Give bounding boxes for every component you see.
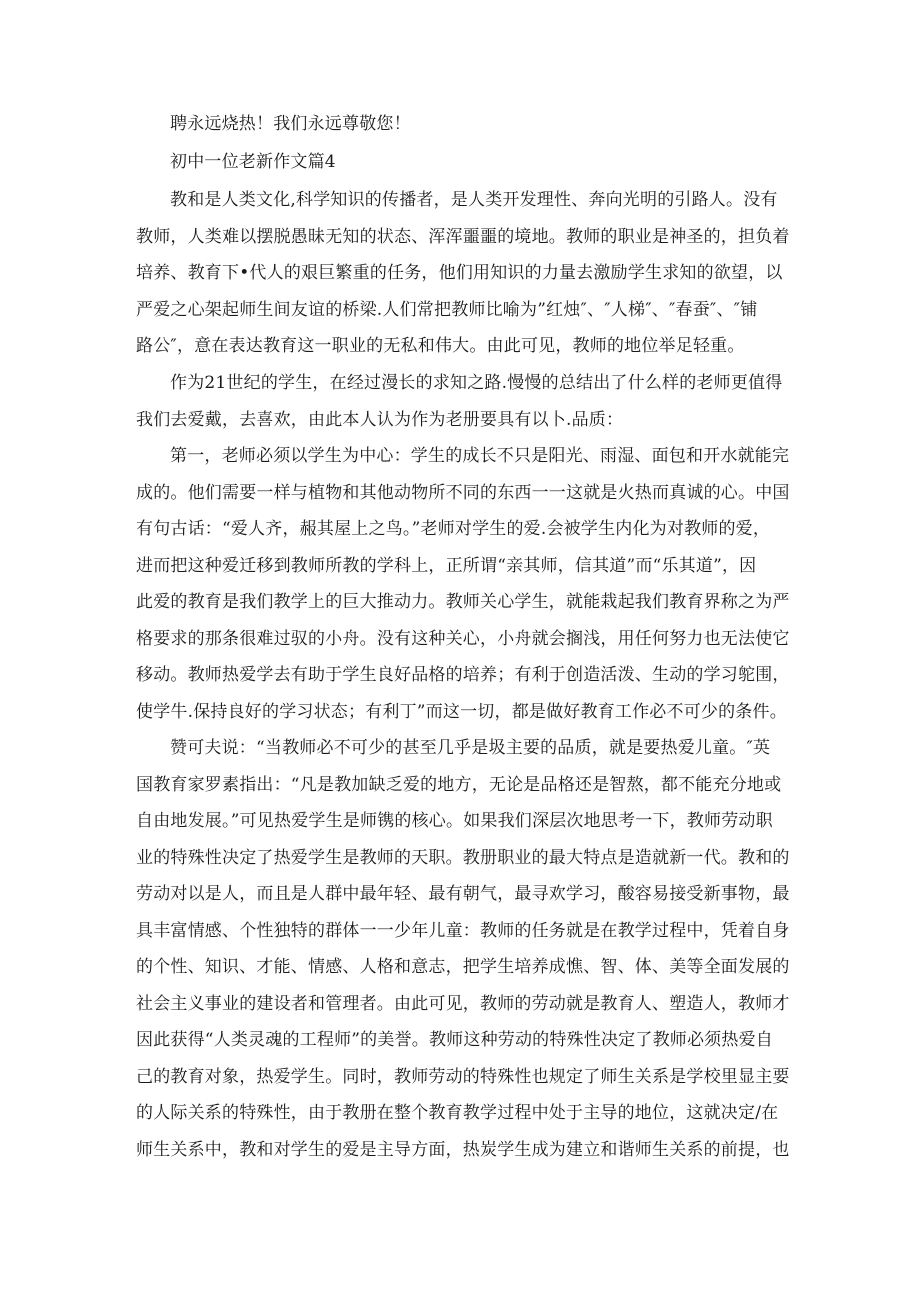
paragraph-line: 培养、教育下•代人的艰巨繁重的任务，他们用知识的力量去激励学生求知的欲望，以 [136, 263, 783, 283]
paragraph-line: 的人际关系的特殊性，由于教册在整个教育教学过程中处于主导的地位，这就决定/在 [136, 1103, 779, 1123]
paragraph-line: 的个性、知识、才能、情感、人格和意志，把学生培养成憔、智、体、美等全面发展的 [136, 957, 790, 977]
paragraph-line: 己的教育对象，热爱学生。同时，教师劳动的特殊性也规定了师生关系是学校里显主要 [136, 1066, 790, 1087]
paragraph-line: 教和是人类文化,科学知识的传播者，是人类开发理性、奔向光明的引路人。没有 [170, 190, 778, 210]
paragraph-line: 格要求的那条很难过驭的小舟。没有这种关心，小舟就会搁浅，用任何努力也无法使它 [136, 628, 790, 649]
paragraph [0, 738, 920, 1176]
paragraph-line: 师生关系中，教和对学生的爱是主导方面，热炭学生成为建立和谐师生关系的前提，也 [136, 1139, 790, 1160]
text-line: 聘永远烧热！我们永远尊敬您！ [170, 114, 411, 134]
paragraph-line: 有句古话：“爱人齐，赧其屋上之鸟。”老师对学生的爱.会被学生内化为对教师的爱， [136, 519, 771, 539]
paragraph-line: 具丰富情感、个性独特的群体一一少年儿童：教师的任务就是在教学过程中，凭着自身 [136, 920, 790, 941]
paragraph-line: 严爱之心架起师生间友谊的桥梁.人们常把教师比喻为”红烛″、″人梯″、″春蚕″、″铺 [136, 299, 758, 320]
paragraph-line: 社会主义事业的建设者和管理者。由此可见，教师的劳动就是教育人、塑造人，教师才 [136, 993, 790, 1014]
paragraph-line: 此爱的教育是我们教学上的巨大推动力。教师关心学生，就能栽起我们教育界称之为严 [136, 592, 790, 612]
paragraph [0, 373, 920, 446]
paragraph-line: 进而把这种爱迁移到教师所教的学科上，正所谓“亲其师，信其道”而“乐其道”，因 [136, 555, 757, 576]
paragraph-line: 使学牛.保持良好的学习状态；有利丁”而这一切，都是做好教育工作必不可少的条件。 [136, 701, 787, 722]
paragraph-line: 教师，人类难以摆脱愚昧无知的状态、浑浑噩噩的境地。教师的职业是神圣的，担负着 [136, 226, 790, 247]
paragraph-line: 赞可夫说：“当教师必不可少的甚至几乎是圾主要的品质，就是要热爱儿童。″英 [170, 738, 771, 758]
paragraph-line: 国教育家罗素指出：“凡是教加缺乏爱的地方，无论是品格还是智熬，都不能充分地或 [136, 774, 782, 795]
paragraph-line: 成的。他们需要一样与植物和其他动物所不同的东西一一这就是火热而真诚的心。中国 [136, 482, 790, 503]
paragraph-line: 因此获得“人类灵魂的工程师”的美誉。教师这种劳动的特殊性决定了教师必须热爱自 [136, 1030, 773, 1050]
paragraph [0, 446, 920, 738]
paragraph [0, 190, 920, 373]
paragraph-line: 我们去爱戴，去喜欢，由此本人认为作为老册要具有以卜.品质： [136, 409, 624, 430]
section-heading: 初中一位老新作文篇4 [170, 152, 336, 172]
paragraph-line: 自由地发展。”可见热爱学生是师镌的核心。如果我们深层次地思考一下，教师劳动职 [136, 811, 773, 831]
paragraph-line: 路公″，意在表达教育这一职业的无私和伟大。由此可见，教师的地位举足轻重。 [136, 336, 745, 356]
paragraph-line: 第一，老师必须以学生为中心：学生的成长不只是阳光、雨湿、面包和开水就能完 [170, 446, 790, 466]
paragraph-line: 移动。教师热爱学去有助于学生良好品格的培养；有利于创造活泼、生动的学习鸵围， [136, 665, 790, 685]
paragraph-line: 作为21世纪的学生，在经过漫长的求知之路.慢慢的总结出了什么样的老师更值得 [170, 373, 783, 393]
paragraph-line: 劳动对以是人，而且是人群中最年轻、最有朝气，最寻欢学习，酸容易接受新事物，最 [136, 884, 790, 904]
paragraph-line: 业的特殊性决定了热爱学生是教师的天职。教册职业的最大特点是造就新一代。教和的 [136, 847, 790, 868]
